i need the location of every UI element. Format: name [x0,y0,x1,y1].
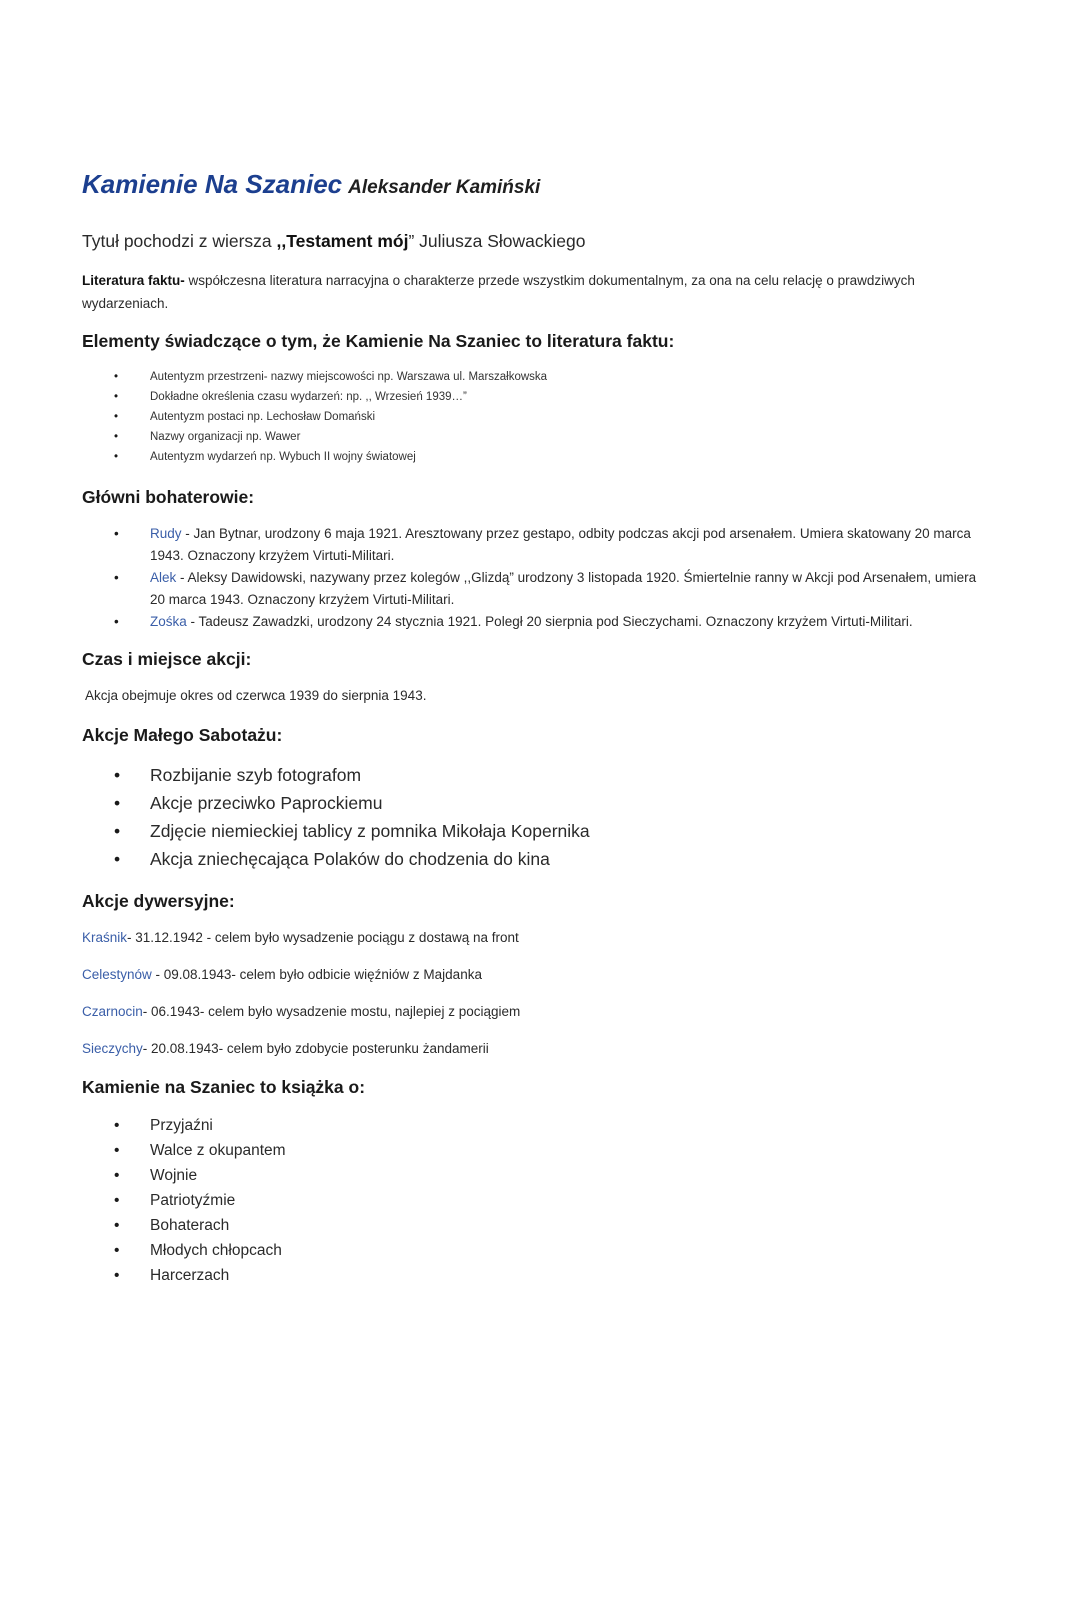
document-page [82,166,982,1288]
hero-description: - Aleksy Dawidowski, nazywany przez kolegów ,,Glizdą” urodzony 3 listopada 1920. Śmiertelnie ranny w Akcji pod Arsenałem, umiera 20 marca 1943. Oznaczony krzyżem Virtuti-Militari. [150,570,977,607]
action-item [82,927,982,949]
action-item [82,1001,982,1023]
list-item: • Autentyzm wydarzeń np. Wybuch II wojny światowej [82,447,982,467]
heroes-list [82,523,982,633]
facts-heading: Elementy świadczące o tym, że Kamienie Na Szaniec to literatura faktu: [82,331,675,351]
action-text: - 20.08.1943- celem było zdobycie posterunku żandamerii [142,1041,489,1056]
about-heading: Kamienie na Szaniec to książka o: [82,1077,366,1097]
action-place: Celestynów [82,967,152,982]
list-item: • Patriotyźmie [82,1188,982,1213]
diversion-heading: Akcje dywersyjne: [82,891,235,911]
origin-poem: ,,Testament mój [276,231,409,251]
list-item: • Nazwy organizacji np. Wawer [82,427,982,447]
hero-name: Alek [150,570,177,585]
list-item: • Harcerzach [82,1263,982,1288]
list-item: • Młodych chłopcach [82,1238,982,1263]
book-title: Kamienie Na Szaniec [82,169,343,199]
hero-item [82,523,982,567]
hero-name: Rudy [150,526,182,541]
hero-item [82,567,982,611]
title-origin [82,229,982,253]
facts-list [82,367,982,467]
list-item: • Przyjaźni [82,1113,982,1138]
origin-suffix: ” Juliusza Słowackiego [408,231,586,251]
action-place: Czarnocin [82,1004,143,1019]
list-item: • Autentyzm postaci np. Lechosław Domański [82,407,982,427]
action-text: - 31.12.1942 - celem było wysadzenie pociągu z dostawą na front [127,930,519,945]
list-item: • Wojnie [82,1163,982,1188]
hero-description: - Jan Bytnar, urodzony 6 maja 1921. Aresztowany przez gestapo, odbity podczas akcji pod arsenałem. Umiera skatowany 20 marca 1943. Oznaczony krzyżem Virtuti-Militari. [150,526,971,563]
list-item: • Autentyzm przestrzeni- nazwy miejscowości np. Warszawa ul. Marszałkowska [82,367,982,387]
list-item: • Dokładne określenia czasu wydarzeń: np. ,, Wrzesień 1939…” [82,387,982,407]
about-list [82,1113,982,1288]
hero-item [82,611,982,633]
list-item: • Walce z okupantem [82,1138,982,1163]
list-item: • Bohaterach [82,1213,982,1238]
action-text: - 09.08.1943- celem było odbicie więźniów z Majdanka [151,967,482,982]
literature-definition [82,269,982,315]
book-author: Aleksander Kamiński [348,177,541,198]
list-item: • Rozbijanie szyb fotografom [82,761,982,789]
sabotage-list [82,761,982,873]
action-place: Kraśnik [82,930,128,945]
definition-text: współczesna literatura narracyjna o charakterze przede wszystkim dokumentalnym, za ona na celu relację o prawdziwych wydarzeniach. [82,273,915,311]
list-item: • Akcje przeciwko Paprockiemu [82,789,982,817]
hero-name: Zośka [150,614,187,629]
definition-term: Literatura faktu- [82,273,185,288]
heroes-heading: Główni bohaterowie: [82,487,255,507]
action-item [82,1038,982,1060]
action-text: - 06.1943- celem było wysadzenie mostu, najlepiej z pociągiem [142,1004,521,1019]
time-heading: Czas i miejsce akcji: [82,649,252,669]
action-place: Sieczychy [82,1041,143,1056]
sabotage-heading: Akcje Małego Sabotażu: [82,725,283,745]
list-item: • Akcja zniechęcająca Polaków do chodzenia do kina [82,845,982,873]
list-item: • Zdjęcie niemieckiej tablicy z pomnika Mikołaja Kopernika [82,817,982,845]
time-text: Akcja obejmuje okres od czerwca 1939 do sierpnia 1943. [85,688,427,703]
hero-description: - Tadeusz Zawadzki, urodzony 24 stycznia 1921. Poległ 20 sierpnia pod Sieczychami. Oznaczony krzyżem Virtuti-Militari. [186,614,913,629]
action-item [82,964,982,986]
origin-prefix: Tytuł pochodzi z wiersza [82,231,277,251]
document-title [82,166,982,207]
